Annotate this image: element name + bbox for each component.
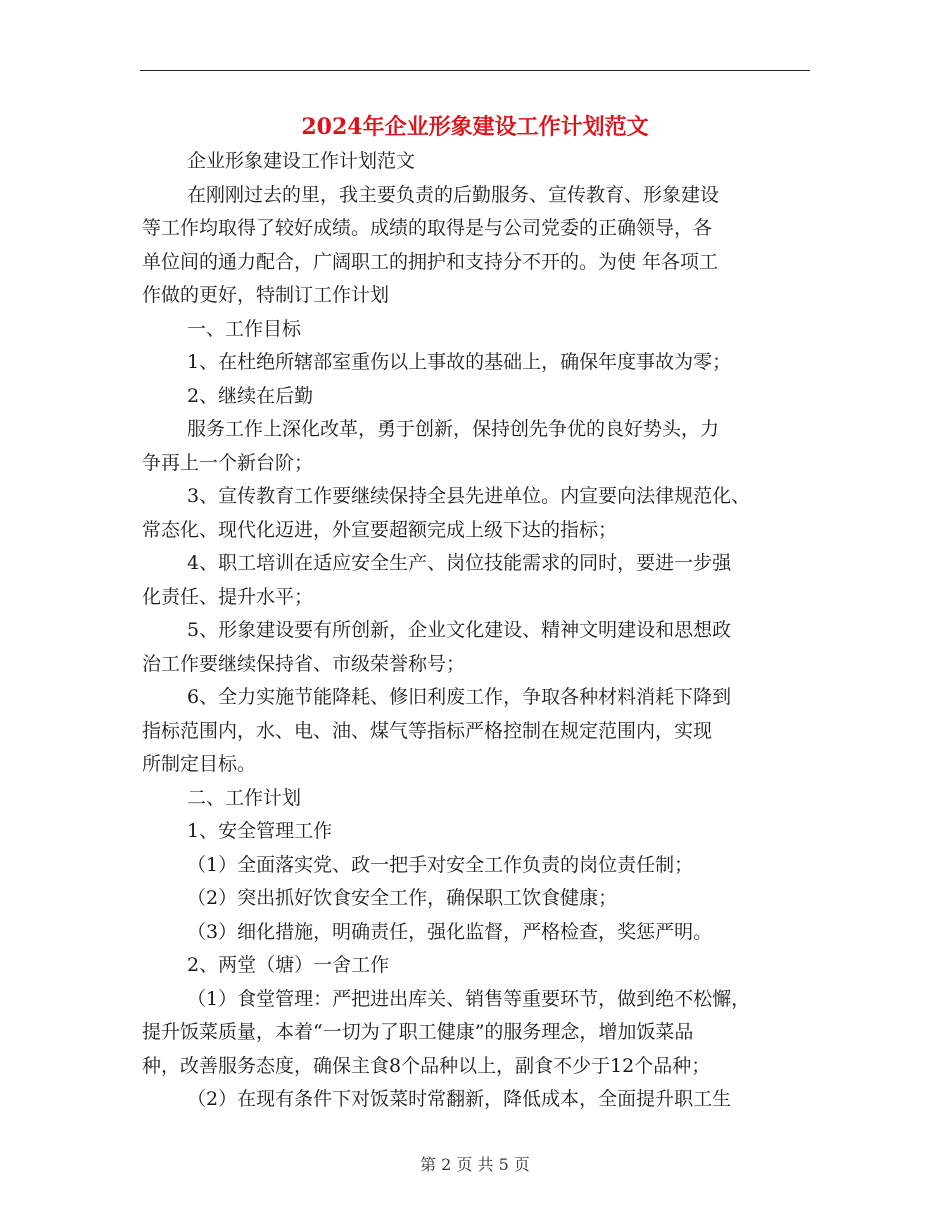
text-line: 指标范围内，水、电、油、煤气等指标严格控制在规定范围内，实现	[142, 719, 713, 742]
text-line: 争再上一个新台阶；	[142, 451, 314, 474]
header-rule	[140, 70, 810, 71]
text-line: （1）食堂管理：严把进出库关、销售等重要环节，做到绝不松懈，	[187, 987, 751, 1010]
document-body	[142, 145, 810, 1117]
text-line: 种，改善服务态度，确保主食8个品种以上，副食不少于12个品种；	[142, 1054, 711, 1077]
text-line: 等工作均取得了较好成绩。成绩的取得是与公司党委的正确领导，各	[142, 217, 713, 239]
text-line: 提升饭菜质量，本着“一切为了职工健康”的服务理念，增加饭菜品	[142, 1021, 694, 1043]
text-line: 单位间的通力配合，广阔职工的拥护和支持分不开的。为使 年各项工	[142, 250, 719, 273]
text-line: 化责任、提升水平；	[142, 585, 314, 608]
text-line: 2、两堂（塘）一舍工作	[187, 954, 390, 976]
text-line: 所制定目标。	[142, 753, 257, 775]
text-line: （2）突出抓好饮食安全工作，确保职工饮食健康；	[187, 887, 618, 909]
text-line: （1）全面落实党、政一把手对安全工作负责的岗位责任制；	[187, 853, 694, 876]
text-line: 6、全力实施节能降耗、修旧利废工作，争取各种材料消耗下降到	[187, 686, 732, 708]
text-line: 企业形象建设工作计划范文	[187, 150, 416, 172]
text-line: 1、在杜绝所辖部室重伤以上事故的基础上，确保年度事故为零；	[187, 351, 732, 373]
text-line: 常态化、现代化迈进，外宣要超额完成上级下达的指标；	[142, 518, 618, 541]
text-line: 一、工作目标	[187, 317, 302, 340]
text-line: 3、宣传教育工作要继续保持全县先进单位。内宣要向法律规范化、	[187, 485, 751, 507]
text-line: （3）细化措施，明确责任，强化监督，严格检查，奖惩严明。	[187, 920, 713, 943]
text-line: 1、安全管理工作	[187, 820, 333, 842]
text-line: 治工作要继续保持省、市级荣誉称号；	[142, 652, 466, 675]
text-line: 作做的更好，特制订工作计划	[142, 284, 390, 306]
text-line: 2、继续在后勤	[187, 384, 314, 407]
text-line: 二、工作计划	[187, 786, 302, 809]
text-line: 在刚刚过去的里，我主要负责的后勤服务、宣传教育、形象建设	[187, 183, 720, 206]
document-title: 2024年企业形象建设工作计划范文	[301, 114, 649, 140]
text-line: 服务工作上深化改革，勇于创新，保持创先争优的良好势头，力	[187, 418, 720, 440]
page-footer: 第 2 页 共 5 页	[420, 1155, 530, 1174]
text-line: 5、形象建设要有所创新，企业文化建设、精神文明建设和思想政	[187, 619, 732, 641]
text-line: （2）在现有条件下对饭菜时常翻新，降低成本，全面提升职工生	[187, 1088, 732, 1110]
text-line: 4、职工培训在适应安全生产、岗位技能需求的同时，要进一步强	[187, 552, 732, 574]
